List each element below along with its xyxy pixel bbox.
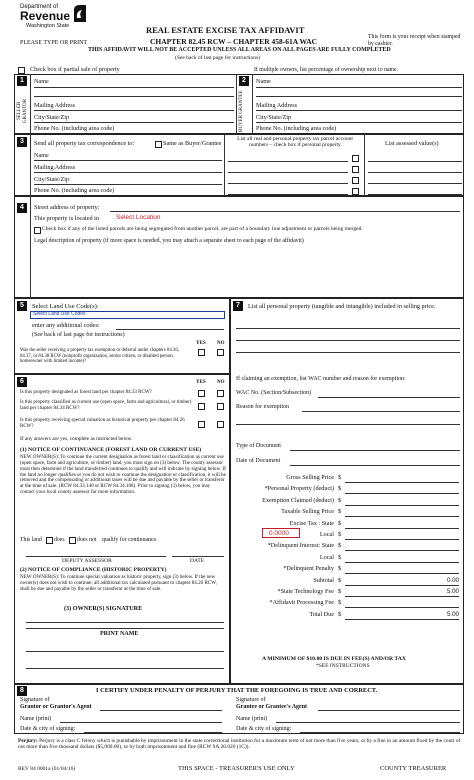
- section-3-number: 3: [17, 137, 27, 147]
- does-checkbox[interactable]: [46, 537, 53, 544]
- tax-row-label: Taxable Selling Price: [281, 508, 334, 515]
- seller-mailing-label: Mailing Address: [34, 102, 76, 109]
- tax-row-field[interactable]: [345, 585, 459, 586]
- tax-row-field[interactable]: [345, 505, 459, 506]
- notice2-title: (2) NOTICE OF COMPLIANCE (HISTORIC PROPERTY): [20, 567, 167, 573]
- segregated-checkbox[interactable]: [34, 227, 41, 234]
- does-not-checkbox[interactable]: [69, 537, 76, 544]
- legal-desc-label: Legal description of property (if more space is needed, you may attach a separate sheet to each page of the affidavit): [34, 238, 304, 244]
- see-back-s5: (See back of last page for instructions): [32, 332, 125, 338]
- exemption-label: If claiming an exemption, list WAC number and reason for exemption:: [236, 376, 406, 382]
- notice1-title: (1) NOTICE OF CONTINUANCE (FOREST LAND OR CURRENT USE): [20, 447, 202, 453]
- tax-row-field[interactable]: [345, 550, 459, 551]
- tax-row-value: 5.00: [446, 611, 459, 618]
- reason-label: Reason for exemption: [236, 404, 289, 410]
- grantor-date-label: Date & city of signing:: [20, 726, 76, 732]
- s5-no: NO: [217, 341, 225, 346]
- tax-row-dollar: $: [338, 599, 342, 606]
- tax-row-label: Local: [319, 531, 334, 538]
- list-personal-label: List all personal property (tangible and intangible) included in selling price.: [248, 303, 436, 310]
- owner-sig-line-2[interactable]: [26, 628, 224, 629]
- personal-property-checkbox[interactable]: [352, 177, 359, 184]
- does-not-label: does not: [77, 537, 97, 543]
- tax-row-label: *Delinquent Interest: State: [267, 542, 334, 549]
- form-subtitle: CHAPTER 82.45 RCW – CHAPTER 458-61A WAC: [150, 37, 318, 46]
- print-name-line[interactable]: [26, 651, 224, 652]
- segregated-label: Check box if any of the listed parcels are being segregated from another parcel, are part of a boundary line adjustment or parcels being merged.: [42, 226, 363, 232]
- seller-city-label: City/State/Zip: [34, 114, 70, 121]
- partial-sale-checkbox[interactable]: [18, 67, 25, 74]
- receipt-note: This form is your receipt when stamped by cashier.: [368, 34, 461, 47]
- deputy-sig-line[interactable]: [26, 556, 166, 557]
- assessed-row[interactable]: [368, 161, 462, 162]
- see-instructions: *SEE INSTRUCTIONS: [316, 663, 370, 669]
- seller-name-field[interactable]: [34, 87, 234, 88]
- tax-row-field[interactable]: [345, 539, 459, 540]
- tax-row-dollar: $: [338, 577, 342, 584]
- logo-line2: Revenue: [20, 9, 71, 23]
- tax-row-dollar: $: [338, 508, 342, 515]
- tax-row-field[interactable]: [345, 516, 459, 517]
- please-type: PLEASE TYPE OR PRINT: [20, 40, 88, 46]
- seller-phone-label: Phone No. (including area code): [34, 125, 115, 132]
- assessed-value-label: List assessed value(s): [385, 140, 439, 147]
- tax-row-dollar: $: [338, 531, 342, 538]
- tax-row-dollar: $: [338, 542, 342, 549]
- buyer-city-label: City/State/Zip: [256, 114, 292, 121]
- list-parcels-label: List all real and personal property tax parcel account numbers – check box if personal property: [237, 136, 353, 149]
- tax-row-field[interactable]: [345, 528, 459, 529]
- grantee-name-line[interactable]: [276, 722, 460, 723]
- notice1-body: NEW OWNER(S): To continue the current designation as forest land or classification as current use (open space, farm and agriculture, or timber) land, you must sign on (3) below. The county assessor must then determine if the land transferred continues to qualify and will indicate by signing below. If the land no longer qualifies or you do not wish to continue the designation or classification, it will be removed and the compensating or additional taxes will be due and payable by the seller or transferor at the time of sale. (RCW 84.33.140 or RCW 84.34.108). Prior to signing (3) below, you may contact your local county assessor for more information.: [20, 454, 226, 496]
- same-as-buyer-checkbox[interactable]: [155, 141, 162, 148]
- legal-desc-field[interactable]: [34, 248, 460, 294]
- tax-row-dollar: $: [338, 485, 342, 492]
- buyer-name-label: Name: [256, 78, 271, 85]
- tax-row-dollar: $: [338, 497, 342, 504]
- grantor-name-line[interactable]: [60, 722, 222, 723]
- certify-label: I CERTIFY UNDER PENALTY OF PERJURY THAT THE FOREGOING IS TRUE AND CORRECT.: [96, 687, 378, 694]
- send-to-label: Send all property tax correspondence to:: [34, 140, 135, 147]
- assessed-row[interactable]: [368, 172, 462, 173]
- parcel-row[interactable]: [228, 194, 348, 195]
- form-number: REV 84 0001a (01/04/16): [18, 766, 76, 772]
- s5-yes: YES: [196, 341, 206, 346]
- taxpayer-phone-label: Phone No. (including area code): [34, 187, 115, 194]
- logo-line1: Department of: [20, 4, 59, 10]
- if-yes-label: If any answers are yes, complete as instructed below.: [20, 436, 133, 442]
- notice2-body: NEW OWNER(S): To continue special valuation as historic property, sign (3) below. If the new owner(s) does not wish to continue, all additional tax calculated pursuant to chapter 84.26 RCW, shall be due and payable by the seller or transferor at the time of sale.: [20, 574, 217, 592]
- tax-row-field[interactable]: [345, 607, 459, 608]
- located-in-label: This property is located in: [34, 215, 99, 222]
- dor-logo: [18, 4, 90, 40]
- section-8-number: 8: [17, 686, 27, 696]
- county-treasurer: COUNTY TREASURER: [380, 765, 447, 772]
- print-name-line-2[interactable]: [26, 668, 224, 669]
- s6-q1: Is this property designated as forest land per chapter 84.33 RCW?: [20, 390, 152, 395]
- grantor-sig-line[interactable]: [100, 710, 222, 711]
- type-doc-label: Type of Document: [236, 443, 281, 449]
- additional-codes-label: enter any additional codes:: [32, 322, 100, 329]
- see-back-header: (See back of last page for instructions): [175, 55, 260, 61]
- grantee-sig-line[interactable]: [318, 710, 460, 711]
- seller-city-field[interactable]: [34, 122, 234, 123]
- street-address-label: Street address of property:: [34, 204, 100, 211]
- s6-q1-no[interactable]: [217, 390, 224, 397]
- tax-row-field[interactable]: [345, 596, 459, 597]
- buyer-city-field[interactable]: [256, 122, 462, 123]
- taxpayer-city-label: City/State/Zip: [34, 176, 70, 183]
- s6-yes: YES: [196, 380, 206, 385]
- s6-q2-no[interactable]: [217, 403, 224, 410]
- tax-row-label: *State Technology Fee: [277, 588, 334, 595]
- tax-row-label: Excise Tax : State: [289, 520, 334, 527]
- land-use-label: Select Land Use Code(s):: [32, 303, 99, 310]
- tax-row-field[interactable]: [345, 482, 459, 483]
- section-6-number: 6: [17, 377, 27, 387]
- form-title: REAL ESTATE EXCISE TAX AFFIDAVIT: [146, 25, 305, 35]
- buyer-name-field[interactable]: [256, 87, 462, 88]
- sig-grantee-label: Signature of Grantee or Grantee's Agent: [236, 697, 308, 710]
- tax-row-field[interactable]: [345, 573, 459, 574]
- tax-row-label: Gross Selling Price: [286, 474, 334, 481]
- s6-no: NO: [217, 380, 225, 385]
- tax-row-field[interactable]: [345, 562, 459, 563]
- logo-line3: Washington State: [26, 23, 70, 29]
- tax-row-label: *Delinquent Penalty: [283, 565, 334, 572]
- parcel-row[interactable]: [228, 161, 348, 162]
- grantee-name-label: Name (print): [236, 716, 268, 722]
- tax-row-field[interactable]: [345, 493, 459, 494]
- section-7-number: 7: [233, 301, 243, 311]
- personal-property-checkbox[interactable]: [352, 166, 359, 173]
- additional-codes-field[interactable]: [116, 329, 224, 330]
- seller-grantor-label: SELLER GRANTOR: [17, 98, 28, 124]
- form-warning: THIS AFFIDAVIT WILL NOT BE ACCEPTED UNLESS ALL AREAS ON ALL PAGES ARE FULLY COMPLETED: [88, 47, 391, 53]
- deputy-date-label: DATE: [190, 558, 205, 564]
- tax-row-label: Exemption Claimed (deduct): [262, 497, 334, 504]
- tax-row-field[interactable]: [345, 619, 459, 620]
- tax-row-dollar: $: [338, 588, 342, 595]
- buyer-phone-label: Phone No. (including area code): [256, 125, 337, 132]
- section-4-number: 4: [17, 203, 27, 213]
- street-address-field[interactable]: [110, 211, 460, 212]
- s6-q3: Is this property receiving special valuation as historical property per chapter 84.26 RCW?: [20, 418, 185, 429]
- grantor-name-label: Name (print): [20, 716, 52, 722]
- s5-no-checkbox[interactable]: [217, 349, 224, 356]
- tax-row-label: *Affidavit Processing Fee: [269, 599, 334, 606]
- land-use-dropdown-text: Select Land Use Codes: [33, 311, 86, 317]
- tax-row-dollar: $: [338, 520, 342, 527]
- s6-q3-no[interactable]: [217, 421, 224, 428]
- seller-name-label: Name: [34, 78, 49, 85]
- tax-row-dollar: $: [338, 474, 342, 481]
- local-rate-box[interactable]: [262, 528, 300, 538]
- assessed-row[interactable]: [368, 194, 462, 195]
- tax-row-dollar: $: [338, 554, 342, 561]
- buyer-mailing-label: Mailing Address: [256, 102, 298, 109]
- type-doc-field[interactable]: [290, 450, 460, 451]
- minimum-note: A MINIMUM OF $10.00 IS DUE IN FEE(S) AND/OR TAX: [262, 656, 406, 662]
- personal-property-checkbox[interactable]: [352, 188, 359, 195]
- tax-row-label: Total Due: [309, 611, 334, 618]
- tax-row-value: 0.00: [446, 577, 459, 584]
- deputy-date-line[interactable]: [172, 556, 224, 557]
- section-1-number: 1: [17, 76, 27, 86]
- s6-q2-yes[interactable]: [198, 403, 205, 410]
- buyer-mailing-field[interactable]: [256, 110, 462, 111]
- deputy-label: DEPUTY ASSESSOR: [62, 558, 112, 564]
- select-location-dropdown[interactable]: Select Location: [116, 214, 161, 221]
- same-as-buyer-label: Same as Buyer/Grantee: [163, 140, 222, 147]
- sig-grantor-label: Signature of Grantor or Grantor's Agent: [20, 697, 92, 710]
- wac-no-label: WAC No. (Section/Subsection): [236, 390, 312, 396]
- taxpayer-name-label: Name: [34, 152, 49, 159]
- tax-row-value: 5.00: [446, 588, 459, 595]
- tax-row-label: Local: [319, 554, 334, 561]
- print-name-label: PRINT NAME: [100, 631, 139, 637]
- date-doc-field[interactable]: [290, 465, 460, 466]
- tax-row-label: *Personal Property (deduct): [264, 485, 334, 492]
- perjury-text: Perjury: Perjury is a class C felony which is punishable by imprisonment in the state correctional institution for a maximum term of not more than five years, or by a fine in an amount fixed by the court of not more than five thousand dollars ($5,000.00), or by both imprisonment and fine (RCW 9A.20.020 (1C)).: [18, 738, 461, 751]
- buyer-grantee-label: BUYER GRANTEE: [239, 90, 244, 132]
- tax-row-dollar: $: [338, 611, 342, 618]
- s6-q2: Is this property classified as current use (open space, farm and agricultural, or timber) land per chapter 84.34 RCW?: [20, 400, 192, 411]
- wac-no-field[interactable]: [318, 397, 460, 398]
- owners-sig-label: (3) OWNER(S) SIGNATURE: [64, 605, 143, 612]
- parcel-row[interactable]: [228, 172, 348, 173]
- treasurer-space: THIS SPACE - TREASURER'S USE ONLY: [178, 765, 295, 772]
- section-5-number: 5: [17, 301, 27, 311]
- multiple-owners-note: If multiple owners, list percentage of ownership next to name.: [254, 67, 399, 73]
- does-label: does: [54, 537, 65, 543]
- wa-seal-icon: [72, 4, 88, 24]
- s5-yes-checkbox[interactable]: [198, 349, 205, 356]
- personal-property-checkbox[interactable]: [352, 155, 359, 162]
- s6-q1-yes[interactable]: [198, 390, 205, 397]
- seller-mailing-field[interactable]: [34, 110, 234, 111]
- tax-row-label: Subtotal: [313, 577, 334, 584]
- local-rate-value: 0.0000: [269, 530, 289, 537]
- qualify-label: qualify for continuance.: [102, 537, 158, 543]
- grantee-date-label: Date & city of signing:: [236, 726, 292, 732]
- grantee-date-line[interactable]: [300, 732, 460, 733]
- assessed-row[interactable]: [368, 183, 462, 184]
- owner-sig-line[interactable]: [26, 622, 224, 623]
- taxpayer-mailing-label: Mailing Address: [34, 164, 76, 171]
- date-doc-label: Date of Document: [236, 458, 281, 464]
- section-2-number: 2: [239, 76, 249, 86]
- s5-question: Was the seller receiving a property tax exemption or deferral under chapters 84.36, 84.37, or 84.38 RCW (nonprofit organization, senior citizen, or disabled person, homeowner with limited income)?: [20, 348, 179, 365]
- this-land-label: This land: [20, 537, 42, 543]
- reason-field[interactable]: [302, 411, 460, 412]
- s6-q3-yes[interactable]: [198, 421, 205, 428]
- tax-row-dollar: $: [338, 565, 342, 572]
- grantor-date-line[interactable]: [84, 732, 222, 733]
- land-use-dropdown[interactable]: [30, 311, 225, 319]
- parcel-row[interactable]: [228, 183, 348, 184]
